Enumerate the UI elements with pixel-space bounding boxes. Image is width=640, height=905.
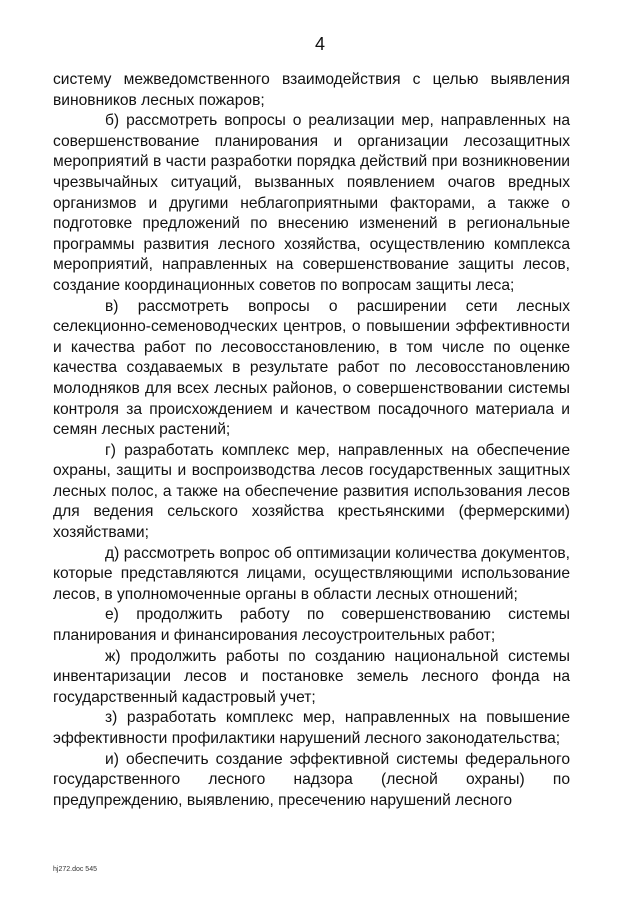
paragraph-e: е) продолжить работу по совершенствованию системы планирования и финансирования лесоустроительных работ;	[53, 606, 570, 645]
paragraph-v: в) рассмотреть вопросы о расширении сети лесных селекционно-семеноводческих центров, о повышении эффективности и качества работ по лесовосстановлению, в том числе по оценке качества создаваемых в результате работ по лесовосстановлению молодняков для всех лесных районов, о совершенствовании системы контроля за происхождением и качеством посадочного материала и семян лесных растений;	[53, 297, 570, 439]
paragraph-z: з) разработать комплекс мер, направленных на повышение эффективности профилактики нарушений лесного законодательства;	[53, 709, 570, 747]
paragraph-d: д) рассмотреть вопрос об оптимизации количества документов, которые представляются лицами, осуществляющими использование лесов, в уполномоченные органы в области лесных отношений;	[53, 544, 570, 603]
paragraph-zh: ж) продолжить работы по созданию национальной системы инвентаризации лесов и постановке земель лесного фонда на государственный кадастровый учет;	[53, 647, 570, 706]
document-body	[53, 70, 570, 811]
paragraph-continuation: системy межведомственного взаимодействия с целью выявления виновников лесных пожаров;	[53, 71, 570, 109]
footer-file-id: hj272.doc 545	[53, 866, 97, 873]
page-number: 4	[314, 34, 325, 54]
paragraph-b: б) рассмотреть вопросы о реализации мер, направленных на совершенствование планирования и организации лесозащитных мероприятий в части разработки порядка действий при возникновении чрезвычайных ситуаций, вызванных появлением очагов вредных организмов и другими неблагоприятными факторами, а также о подготовке предложений по внесению изменений в региональные программы развития лесного хозяйства, осуществлению комплекса мероприятий, направленных на совершенствование защиты лесов, создание координационных советов по вопросам защиты леса;	[53, 112, 570, 294]
paragraph-i: и) обеспечить создание эффективной системы федерального государственного лесного надзора (лесной охраны) по предупреждению, выявлению, пресечению нарушений лесного	[53, 750, 570, 809]
paragraph-g: г) разработать комплекс мер, направленных на обеспечение охраны, защиты и воспроизводства лесов государственных защитных лесных полос, а также на обеспечение развития использования лесов для ведения сельского хозяйства крестьянскими (фермерскими) хозяйствами;	[53, 441, 570, 542]
